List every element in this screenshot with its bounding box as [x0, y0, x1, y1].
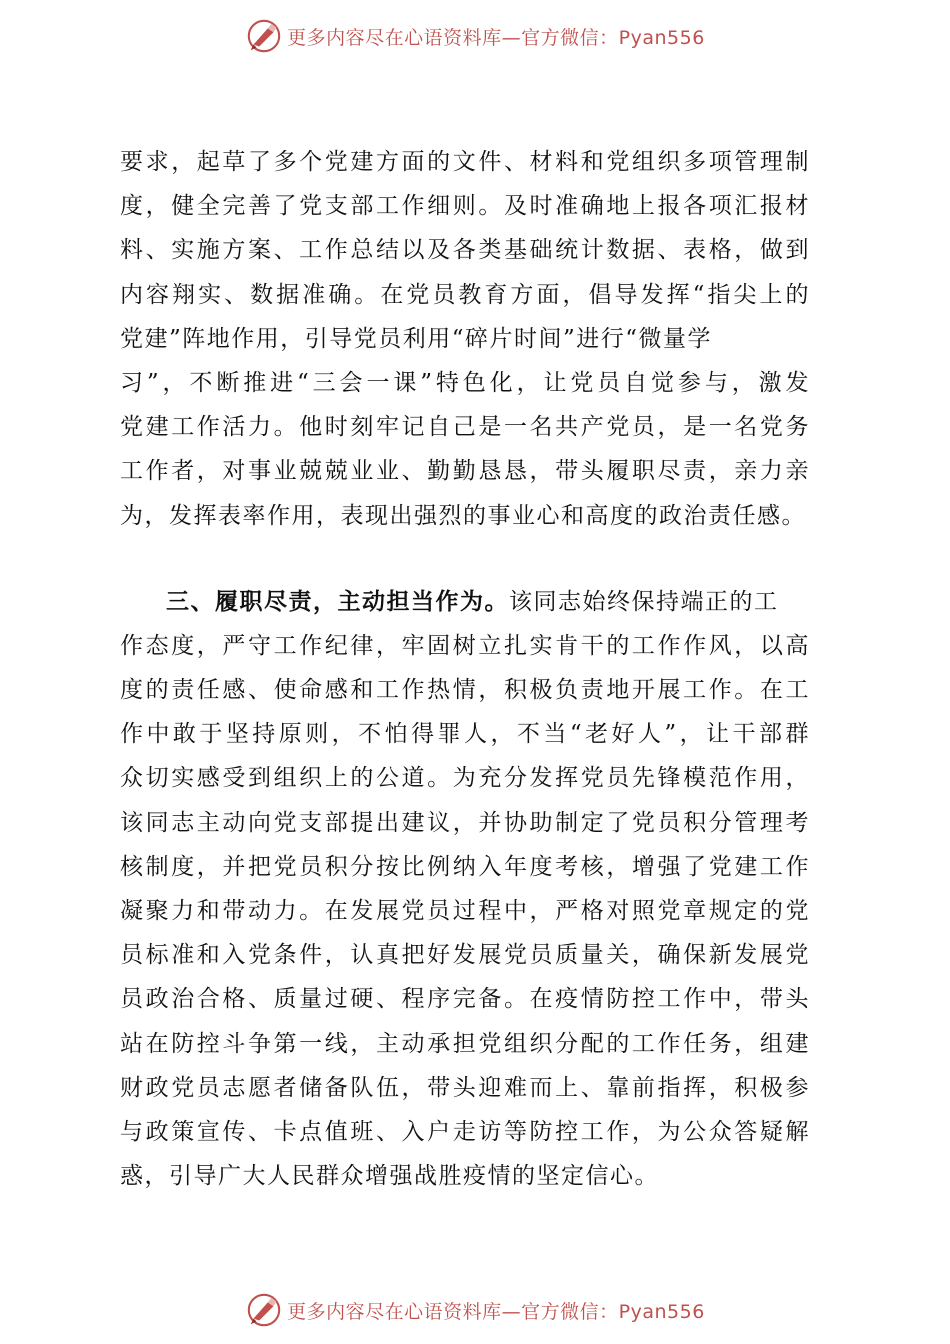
header-watermark — [0, 14, 950, 58]
paragraph-2-line: 员标准和入党条件，认真把好发展党员质量关，确保新发展党 — [120, 942, 810, 969]
paragraph-1 — [120, 140, 810, 538]
paragraph-1-line: 为，发挥表率作用，表现出强烈的事业心和高度的政治责任感。 — [120, 502, 806, 529]
header-watermark-text: 更多内容尽在心语资料库—官方微信：Pyan556 — [287, 26, 705, 49]
paragraph-1-line: 内容翔实、数据准确。在党员教育方面，倡导发挥“指尖上的 — [120, 281, 810, 308]
paragraph-2-line: 度的责任感、使命感和工作热情，积极负责地开展工作。在工 — [120, 677, 810, 704]
section-heading: 三、履职尽责，主动担当作为。 — [166, 587, 509, 615]
document-body — [120, 140, 810, 1198]
paragraph-2-line: 该同志主动向党支部提出建议，并协助制定了党员积分管理考 — [120, 809, 810, 836]
paragraph-1-line: 习”，不断推进“三会一课”特色化，让党员自觉参与，激发 — [120, 369, 810, 396]
paragraph-2-first-line-text: 该同志始终保持端正的工 — [509, 588, 779, 615]
footer-watermark-text: 更多内容尽在心语资料库—官方微信：Pyan556 — [287, 1300, 705, 1323]
paragraph-2-line: 员政治合格、质量过硬、程序完备。在疫情防控工作中，带头 — [120, 986, 810, 1013]
paragraph-2 — [120, 580, 810, 1199]
paragraph-1-line: 料、实施方案、工作总结以及各类基础统计数据、表格，做到 — [120, 237, 810, 264]
footer-watermark — [0, 1288, 950, 1332]
paragraph-2-line: 众切实感受到组织上的公道。为充分发挥党员先锋模范作用， — [120, 765, 810, 792]
paragraph-2-line: 财政党员志愿者储备队伍，带头迎难而上、靠前指挥，积极参 — [120, 1074, 810, 1101]
paragraph-1-line: 党建工作活力。他时刻牢记自己是一名共产党员，是一名党务 — [120, 414, 810, 441]
pen-nib-stamp-icon — [245, 17, 283, 55]
paragraph-2-line: 凝聚力和带动力。在发展党员过程中，严格对照党章规定的党 — [120, 898, 810, 924]
pen-nib-stamp-icon — [245, 1291, 283, 1329]
paragraph-2-first-line — [120, 580, 810, 624]
paragraph-1-line: 党建”阵地作用，引导党员利用“碎片时间”进行“微量学 — [120, 325, 713, 352]
paragraph-2-line: 核制度，并把党员积分按比例纳入年度考核，增强了党建工作 — [120, 853, 810, 880]
paragraph-1-line: 要求，起草了多个党建方面的文件、材料和党组织多项管理制 — [120, 149, 810, 175]
paragraph-2-line: 作中敢于坚持原则，不怕得罪人，不当“老好人”，让干部群 — [120, 721, 810, 748]
paragraph-1-line: 度，健全完善了党支部工作细则。及时准确地上报各项汇报材 — [120, 193, 810, 220]
paragraph-1-line: 工作者，对事业兢兢业业、勤勤恳恳，带头履职尽责，亲力亲 — [120, 458, 810, 485]
paragraph-2-line: 惑，引导广大人民群众增强战胜疫情的坚定信心。 — [120, 1163, 659, 1190]
paragraph-2-line: 站在防控斗争第一线，主动承担党组织分配的工作任务，组建 — [120, 1030, 810, 1057]
paragraph-2-line: 与政策宣传、卡点值班、入户走访等防控工作，为公众答疑解 — [120, 1118, 810, 1145]
paragraph-2-line: 作态度，严守工作纪律，牢固树立扎实肯干的工作作风，以高 — [120, 632, 810, 659]
